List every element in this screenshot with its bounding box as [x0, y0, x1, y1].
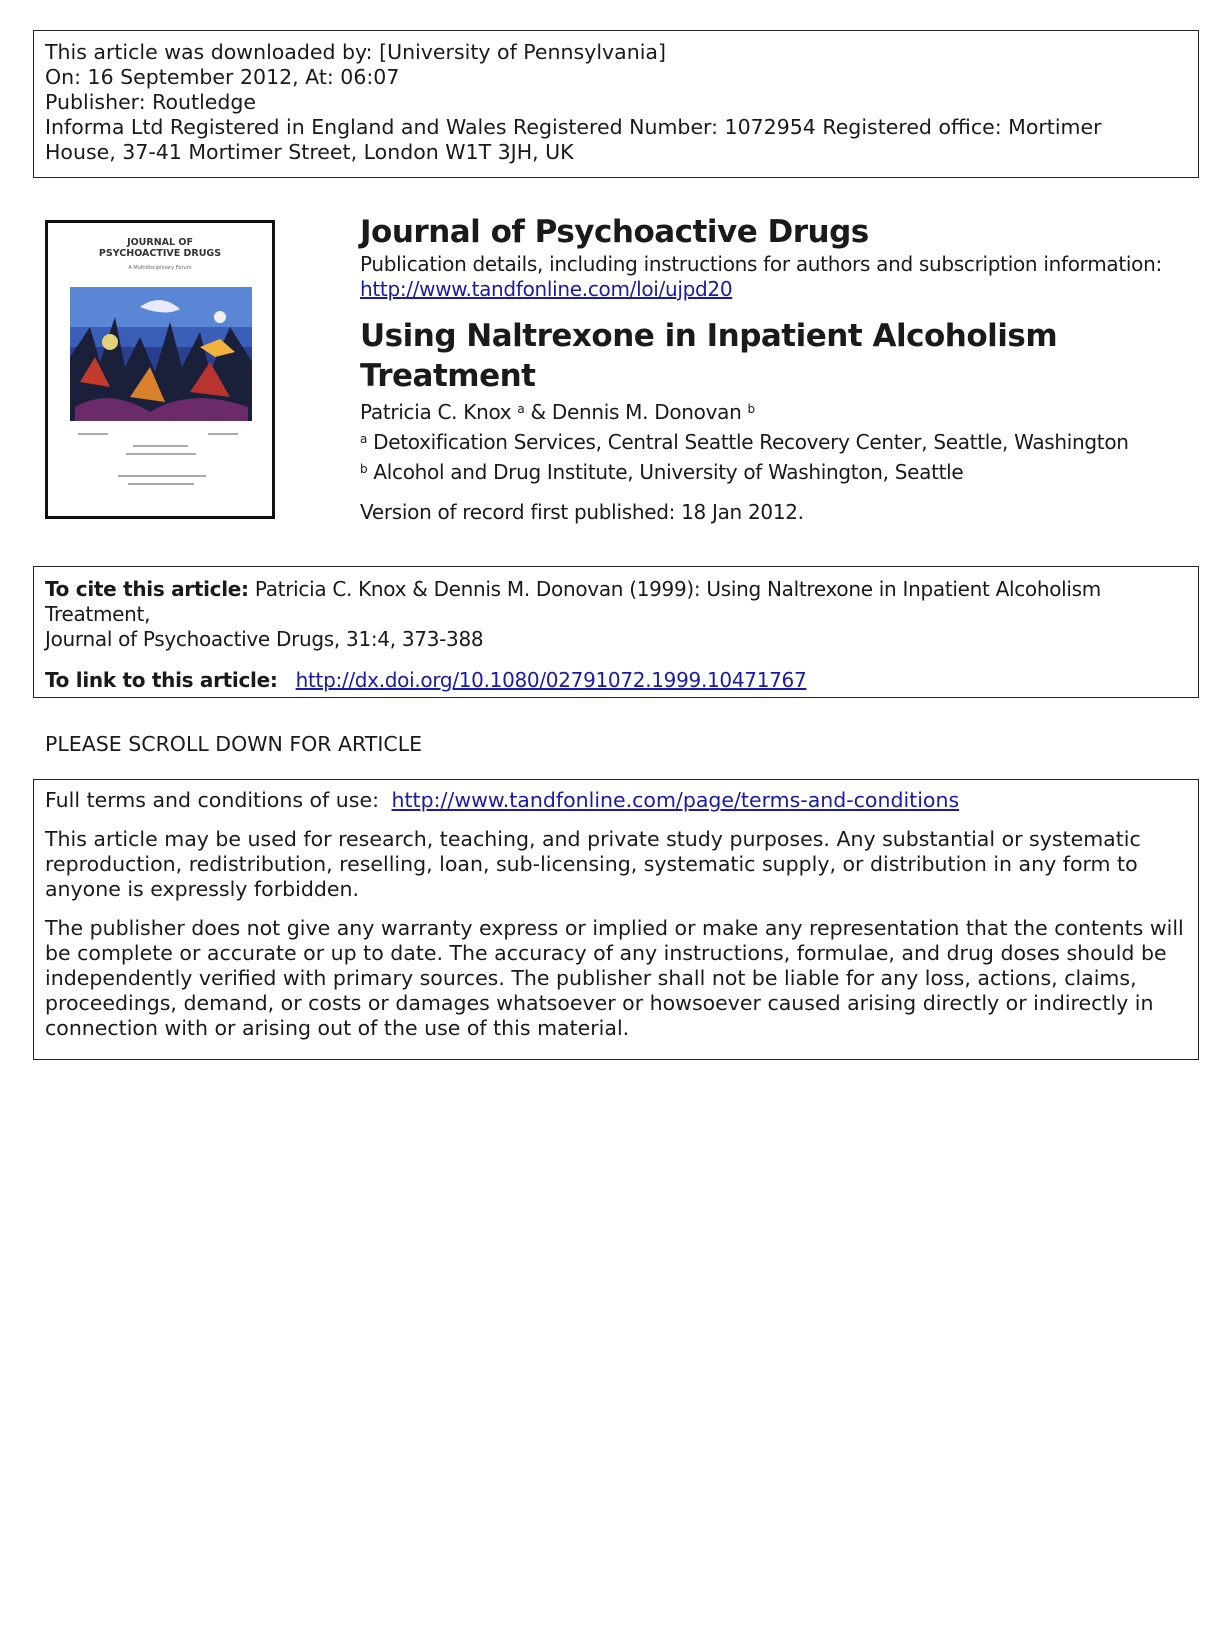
affiliation-marker: b — [360, 462, 368, 476]
cover-title — [48, 237, 272, 259]
cover-text-line — [133, 445, 188, 447]
affiliation-b — [360, 460, 1190, 485]
affiliation-marker: a — [360, 432, 368, 446]
cover-text-line — [78, 433, 108, 435]
cover-text-line — [118, 475, 206, 477]
journal-url-link[interactable]: http://www.tandfonline.com/loi/ujpd20 — [360, 277, 733, 301]
cover-text-line — [208, 433, 238, 435]
cite-text-line2: Journal of Psychoactive Drugs, 31:4, 373-388 — [45, 627, 484, 651]
download-line: Informa Ltd Registered in England and Wales Registered Number: 1072954 Registered office: Mortimer — [45, 115, 1102, 139]
terms-line — [45, 788, 1187, 813]
affiliation-text: Alcohol and Drug Institute, University of Washington, Seattle — [373, 460, 964, 484]
citation-text — [45, 577, 1187, 627]
author-separator: & — [524, 400, 552, 424]
authors — [360, 400, 1190, 425]
article-link-row — [45, 668, 1187, 693]
cover-text-line — [128, 483, 194, 485]
cover-title-line: JOURNAL OF — [127, 237, 193, 248]
download-line: This article was downloaded by: [University of Pennsylvania] — [45, 40, 666, 64]
author-name: Patricia C. Knox — [360, 400, 512, 424]
terms-label: Full terms and conditions of use: — [45, 788, 379, 812]
author-name: Dennis M. Donovan — [551, 400, 742, 424]
cover-artwork — [70, 287, 252, 421]
doi-link[interactable]: http://dx.doi.org/10.1080/02791072.1999.10471767 — [295, 668, 807, 692]
cover-subtitle: A Multidisciplinary Forum — [128, 265, 192, 271]
journal-info — [360, 212, 1190, 525]
cite-label: To cite this article: — [45, 577, 249, 601]
cite-text: Patricia C. Knox & Dennis M. Donovan (1999): Using Naltrexone in Inpatient Alcoholism Treatment, — [45, 577, 1101, 626]
download-line: On: 16 September 2012, At: 06:07 — [45, 65, 400, 89]
cover-text-line — [126, 453, 196, 455]
affiliation-text: Detoxification Services, Central Seattle Recovery Center, Seattle, Washington — [373, 430, 1129, 454]
citation-box — [33, 566, 1199, 698]
terms-url-link[interactable]: http://www.tandfonline.com/page/terms-and-conditions — [391, 788, 960, 812]
affiliation-a — [360, 430, 1190, 455]
article-title: Using Naltrexone in Inpatient Alcoholism Treatment — [360, 318, 1058, 394]
author-affil-marker: a — [517, 402, 525, 416]
link-label: To link to this article: — [45, 668, 278, 692]
version-of-record: Version of record first published: 18 Jan 2012. — [360, 500, 804, 524]
author-affil-marker: b — [747, 402, 755, 416]
terms-paragraph-disclaimer: The publisher does not give any warranty express or implied or make any representation that the contents will be complete or accurate or up to date. The accuracy of any instructions, formulae, and drug doses should be independently verified with primary sources. The publisher shall not be liable for any loss, actions, claims, proceedings, demand, or costs or damages whatsoever or howsoever caused arising directly or indirectly in connection with or arising out of the use of this material. — [45, 916, 1184, 1040]
scroll-down-note: PLEASE SCROLL DOWN FOR ARTICLE — [45, 732, 423, 756]
journal-cover-image — [45, 220, 275, 519]
journal-title: Journal of Psychoactive Drugs — [360, 214, 869, 250]
cover-title-line: PSYCHOACTIVE DRUGS — [98, 248, 222, 259]
download-line: Publisher: Routledge — [45, 90, 257, 114]
terms-box — [33, 779, 1199, 1060]
download-line: House, 37-41 Mortimer Street, London W1T 3JH, UK — [45, 140, 574, 164]
publication-details: Publication details, including instructions for authors and subscription information: — [360, 252, 1162, 276]
download-notice-box — [33, 30, 1199, 178]
terms-paragraph-usage: This article may be used for research, teaching, and private study purposes. Any substantial or systematic reproduction, redistribution, reselling, loan, sub-licensing, systematic supply, or distribution in any form to anyone is expressly forbidden. — [45, 827, 1141, 901]
